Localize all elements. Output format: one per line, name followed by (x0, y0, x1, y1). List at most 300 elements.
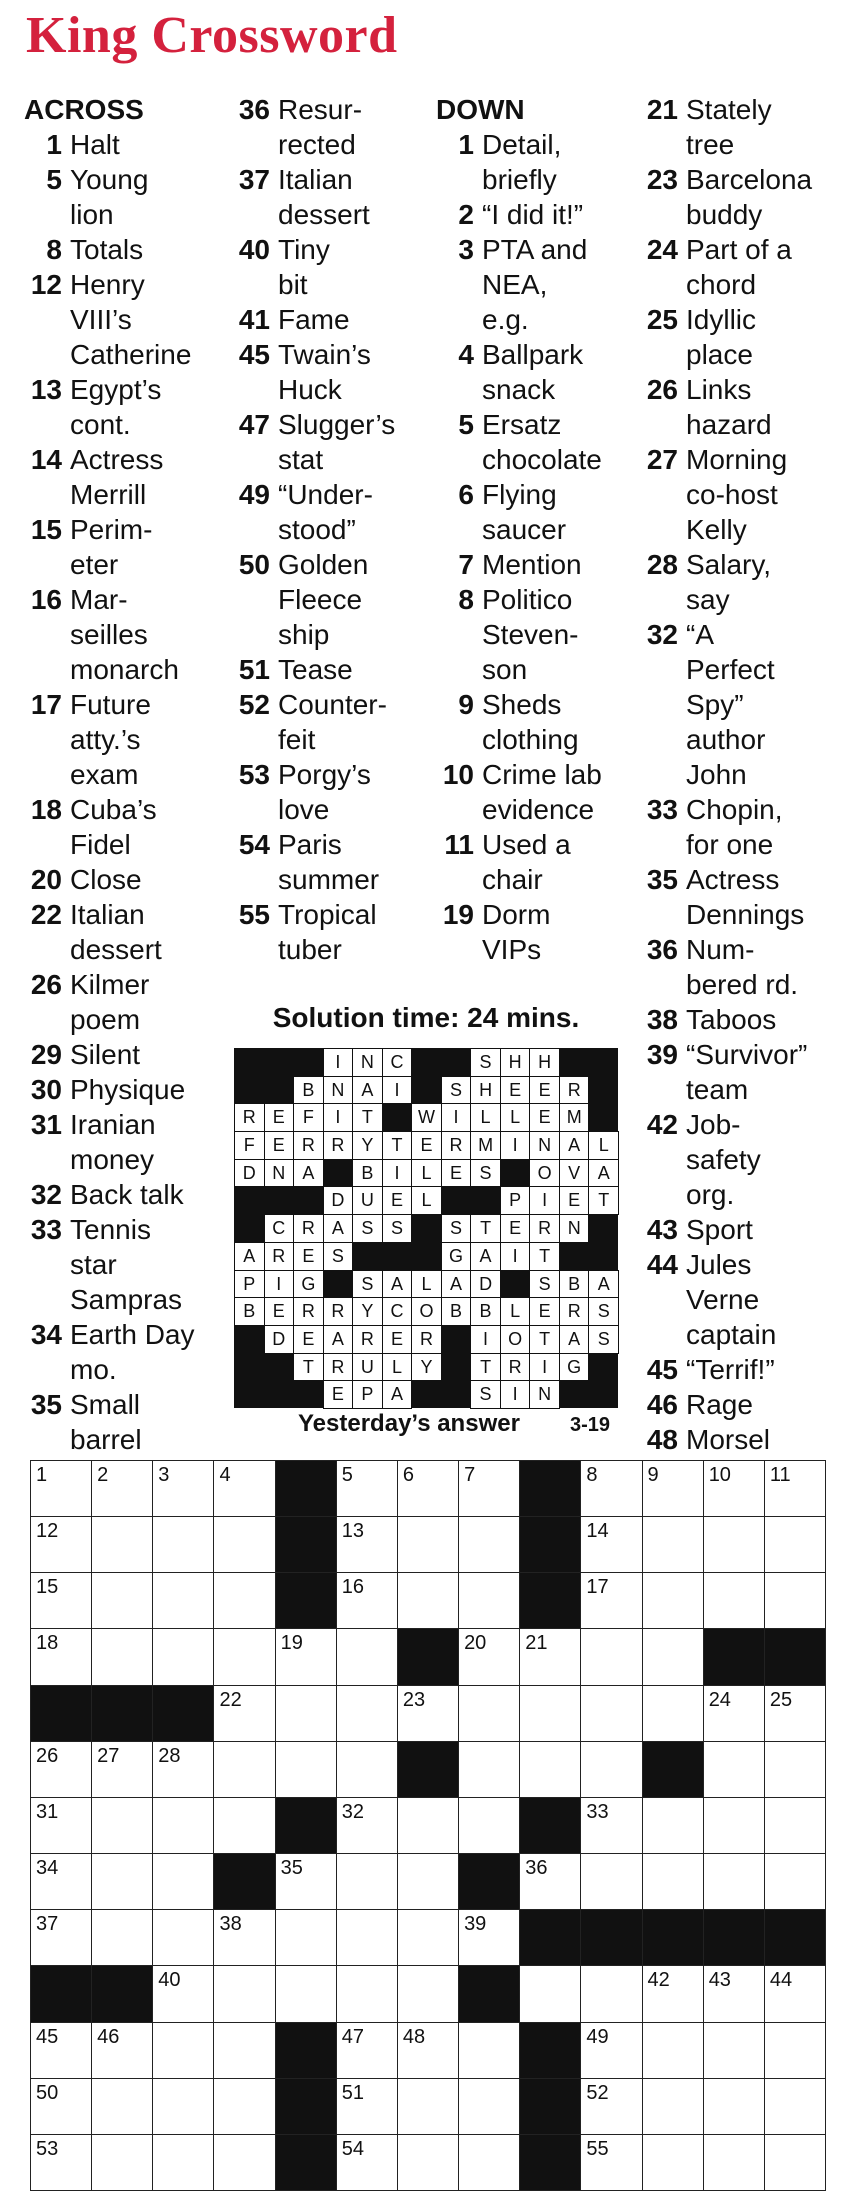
cell-number: 31 (36, 1800, 59, 1823)
grid-cell[interactable] (642, 1628, 705, 1686)
solution-cell: P (234, 1270, 265, 1299)
clue-text (482, 687, 642, 757)
clue (640, 617, 846, 792)
clue (436, 407, 642, 477)
black-square (764, 1909, 827, 1967)
cell-number: 54 (341, 2137, 365, 2160)
grid-cell[interactable] (397, 2022, 460, 2080)
clue-text (70, 442, 230, 512)
grid-cell[interactable] (764, 2078, 827, 2136)
grid-cell[interactable] (91, 2134, 154, 2192)
black-square (519, 1797, 582, 1855)
cell-number: 20 (464, 1632, 487, 1655)
clue-text (70, 687, 230, 792)
clue (24, 1212, 230, 1317)
grid-cell[interactable] (642, 1572, 705, 1630)
grid-cell[interactable] (30, 2134, 93, 2192)
grid-cell[interactable] (397, 1516, 460, 1574)
grid-cell[interactable] (642, 1797, 705, 1855)
solution-cell: R (323, 1131, 354, 1160)
cell-number: 32 (341, 1800, 365, 1823)
solution-cell: H (470, 1076, 501, 1105)
grid-cell[interactable] (703, 2022, 766, 2080)
grid-cell[interactable] (152, 1516, 215, 1574)
grid-cell[interactable] (152, 1741, 215, 1799)
clue-number: 28 (646, 549, 678, 580)
grid-cell[interactable] (397, 1909, 460, 1967)
grid-cell[interactable] (213, 1628, 276, 1686)
grid-cell[interactable] (703, 1572, 766, 1630)
clue-number: 44 (646, 1249, 678, 1280)
solution-cell: E (264, 1297, 295, 1326)
grid-cell[interactable] (30, 1909, 93, 1967)
cell-number: 40 (158, 1969, 181, 1992)
grid-cell[interactable] (397, 2134, 460, 2192)
grid-cell[interactable] (152, 1572, 215, 1630)
clue-number: 30 (30, 1074, 62, 1105)
clue-text (686, 1352, 846, 1387)
solution-cell: R (559, 1297, 590, 1326)
grid-cell[interactable] (152, 1965, 215, 2023)
grid-cell[interactable] (336, 2134, 399, 2192)
clue-number: 50 (238, 549, 270, 580)
clue-text (278, 652, 438, 687)
grid-cell[interactable] (275, 1853, 338, 1911)
grid-cell[interactable] (30, 1853, 93, 1911)
grid-cell[interactable] (764, 2022, 827, 2080)
grid-cell[interactable] (642, 2134, 705, 2192)
solution-cell: D (234, 1159, 265, 1188)
grid-cell[interactable] (642, 2022, 705, 2080)
solution-cell: S (352, 1270, 383, 1299)
grid-cell[interactable] (336, 1516, 399, 1574)
solution-cell: U (352, 1353, 383, 1382)
clue (640, 1247, 846, 1352)
solution-cell: N (529, 1380, 560, 1409)
clue-text-line: Used a (482, 829, 571, 860)
grid-cell[interactable] (580, 1628, 643, 1686)
grid-cell[interactable] (213, 1741, 276, 1799)
grid-cell[interactable] (336, 1685, 399, 1743)
grid-cell[interactable] (213, 2022, 276, 2080)
grid-cell[interactable] (30, 1572, 93, 1630)
clue-number: 1 (458, 129, 474, 160)
grid-cell[interactable] (519, 1965, 582, 2023)
clue (640, 1387, 846, 1422)
grid-cell[interactable] (91, 2022, 154, 2080)
grid-cell[interactable] (642, 1685, 705, 1743)
solution-cell: L (500, 1103, 531, 1132)
grid-cell[interactable] (213, 1909, 276, 1967)
grid-cell[interactable] (152, 2022, 215, 2080)
grid-cell[interactable] (764, 1797, 827, 1855)
solution-cell: A (382, 1380, 413, 1409)
clue-text-line: tree (686, 129, 735, 160)
clue-number: 5 (458, 409, 474, 440)
clue-text-line: Jules (686, 1249, 752, 1280)
cell-number: 39 (464, 1913, 487, 1936)
grid-cell[interactable] (458, 1628, 521, 1686)
grid-cell[interactable] (458, 1909, 521, 1967)
grid-cell[interactable] (642, 2078, 705, 2136)
solution-cell: N (559, 1214, 590, 1243)
grid-cell[interactable] (580, 1460, 643, 1518)
grid-cell[interactable] (458, 1685, 521, 1743)
grid-cell[interactable] (642, 1853, 705, 1911)
black-square (275, 2022, 338, 2080)
grid-cell[interactable] (336, 1909, 399, 1967)
grid-cell[interactable] (213, 1797, 276, 1855)
clue-text (70, 127, 230, 162)
clue-text-line: co-host (686, 479, 778, 510)
grid-cell[interactable] (764, 1572, 827, 1630)
clue-text (686, 372, 846, 442)
clue-number: 42 (646, 1109, 678, 1140)
clue-number: 31 (30, 1109, 62, 1140)
clue-text (70, 792, 230, 862)
solution-cell: T (529, 1242, 560, 1271)
solution-cell: S (470, 1380, 501, 1409)
solution-cell: L (411, 1270, 442, 1299)
clue-text-line: Detail, (482, 129, 562, 160)
grid-cell[interactable] (152, 1797, 215, 1855)
clue-text-line: Silent (70, 1039, 141, 1070)
grid-cell[interactable] (397, 1460, 460, 1518)
clue (232, 757, 438, 827)
grid-cell[interactable] (642, 1965, 705, 2023)
solution-cell: A (559, 1325, 590, 1354)
grid-cell[interactable] (336, 1460, 399, 1518)
clue-text-line: Halt (70, 129, 120, 160)
grid-cell[interactable] (152, 2134, 215, 2192)
clue (24, 967, 230, 1037)
grid-cell[interactable] (213, 1685, 276, 1743)
clue-text-line: Young (70, 164, 149, 195)
grid-cell[interactable] (580, 2022, 643, 2080)
grid-cell[interactable] (397, 1572, 460, 1630)
grid-cell[interactable] (30, 1797, 93, 1855)
grid-cell[interactable] (703, 2078, 766, 2136)
grid-cell[interactable] (30, 1460, 93, 1518)
grid-cell[interactable] (580, 1572, 643, 1630)
grid-cell[interactable] (152, 2078, 215, 2136)
solution-cell: L (470, 1103, 501, 1132)
grid-cell[interactable] (30, 1741, 93, 1799)
grid-cell[interactable] (703, 1797, 766, 1855)
solution-cell: T (529, 1325, 560, 1354)
grid-cell[interactable] (519, 1853, 582, 1911)
clue-number: 21 (646, 94, 678, 125)
grid-cell[interactable] (91, 1797, 154, 1855)
clue-text (70, 267, 230, 372)
grid-cell[interactable] (458, 1516, 521, 1574)
grid-cell[interactable] (764, 1741, 827, 1799)
grid-cell[interactable] (764, 1853, 827, 1911)
clue (640, 792, 846, 862)
grid-cell[interactable] (91, 1853, 154, 1911)
clue-number: 49 (238, 479, 270, 510)
clue-text (70, 1037, 230, 1072)
cell-number: 42 (647, 1969, 670, 1992)
clue-text-line: Kelly (686, 514, 747, 545)
grid-cell[interactable] (336, 1741, 399, 1799)
clue (232, 162, 438, 232)
grid-cell[interactable] (397, 1685, 460, 1743)
grid-cell[interactable] (275, 1685, 338, 1743)
clue-text (70, 162, 230, 232)
grid-cell[interactable] (703, 1853, 766, 1911)
clue-text (278, 407, 438, 477)
grid-cell[interactable] (30, 1628, 93, 1686)
clue-text-line: Mention (482, 549, 582, 580)
down-heading: DOWN (436, 94, 525, 125)
clue-text-line: Resur- (278, 94, 363, 125)
crossword-grid (30, 1460, 825, 2190)
grid-cell[interactable] (519, 1685, 582, 1743)
clue-text-line: Chopin, (686, 794, 783, 825)
clue-number: 55 (238, 899, 270, 930)
clue-text-line: Small (70, 1389, 141, 1420)
black-square (275, 1572, 338, 1630)
puzzle-date: 3-19 (570, 1414, 611, 1436)
solution-cell: M (470, 1131, 501, 1160)
grid-cell[interactable] (580, 1797, 643, 1855)
grid-cell[interactable] (703, 1460, 766, 1518)
clue-text-line: Iranian (70, 1109, 156, 1140)
grid-cell[interactable] (458, 2078, 521, 2136)
grid-cell[interactable] (336, 1572, 399, 1630)
clue-number: 22 (30, 899, 62, 930)
grid-cell[interactable] (703, 1516, 766, 1574)
solution-cell: E (293, 1325, 324, 1354)
grid-cell[interactable] (152, 1853, 215, 1911)
solution-cell: F (234, 1131, 265, 1160)
clue-text-line: Stately (686, 94, 772, 125)
clue-text-line: for one (686, 829, 774, 860)
grid-cell[interactable] (580, 1516, 643, 1574)
clue (640, 1212, 846, 1247)
grid-cell[interactable] (458, 2134, 521, 2192)
clue-text-line: Fidel (70, 829, 131, 860)
grid-cell[interactable] (764, 2134, 827, 2192)
clue-text-line: Perfect (686, 654, 775, 685)
cell-number: 24 (708, 1688, 731, 1711)
clue-number: 45 (646, 1354, 678, 1385)
grid-cell[interactable] (519, 1628, 582, 1686)
grid-cell[interactable] (336, 1853, 399, 1911)
clue-text-line: Twain’s (278, 339, 371, 370)
grid-cell[interactable] (213, 2134, 276, 2192)
clue-number: 52 (238, 689, 270, 720)
solution-cell: I (382, 1159, 413, 1188)
grid-cell[interactable] (30, 2078, 93, 2136)
grid-cell[interactable] (764, 1516, 827, 1574)
black-square (275, 2134, 338, 2192)
solution-cell: S (470, 1048, 501, 1077)
clue (640, 372, 846, 442)
grid-cell[interactable] (458, 1572, 521, 1630)
grid-cell[interactable] (458, 1460, 521, 1518)
grid-cell[interactable] (275, 1628, 338, 1686)
grid-cell[interactable] (580, 1741, 643, 1799)
grid-cell[interactable] (213, 2078, 276, 2136)
clue (640, 442, 846, 547)
grid-cell[interactable] (275, 1909, 338, 1967)
clue-text-line: Crime lab (482, 759, 602, 790)
grid-cell[interactable] (703, 1685, 766, 1743)
grid-cell[interactable] (703, 2134, 766, 2192)
grid-cell[interactable] (458, 1797, 521, 1855)
clue-text-line: e.g. (482, 304, 529, 335)
solution-cell: D (470, 1270, 501, 1299)
clue (640, 862, 846, 932)
grid-cell[interactable] (336, 2022, 399, 2080)
clue-number: 14 (30, 444, 62, 475)
page-title: King Crossword (26, 7, 398, 64)
cell-number: 6 (402, 1464, 415, 1486)
clue-text-line: VIII’s (70, 304, 132, 335)
grid-cell[interactable] (336, 1965, 399, 2023)
clue-text-line: Italian (278, 164, 353, 195)
clue-text-line: Steven- (482, 619, 579, 650)
solution-cell: R (293, 1214, 324, 1243)
clue-number: 33 (30, 1214, 62, 1245)
clue (24, 582, 230, 687)
clue-text (70, 1212, 230, 1317)
clue-text-line: Dennings (686, 899, 805, 930)
cell-number: 47 (341, 2025, 365, 2048)
clue-number: 23 (646, 164, 678, 195)
grid-cell[interactable] (580, 2078, 643, 2136)
grid-cell[interactable] (397, 1797, 460, 1855)
grid-cell[interactable] (91, 1460, 154, 1518)
solution-cell: B (470, 1297, 501, 1326)
solution-cell: A (293, 1159, 324, 1188)
clue-text-line: Actress (70, 444, 164, 475)
grid-cell[interactable] (336, 1628, 399, 1686)
grid-cell[interactable] (458, 1741, 521, 1799)
grid-cell[interactable] (30, 2022, 93, 2080)
solution-cell: B (559, 1270, 590, 1299)
clue (24, 512, 230, 582)
clue-number: 12 (30, 269, 62, 300)
clue-text-line: “Terrif!” (686, 1354, 775, 1385)
black-square (642, 1909, 705, 1967)
solution-cell: R (352, 1325, 383, 1354)
solution-cell: L (500, 1297, 531, 1326)
black-square (397, 1741, 460, 1799)
clue-text (686, 932, 846, 1002)
clue-text-line: snack (482, 374, 556, 405)
grid-cell[interactable] (275, 1741, 338, 1799)
clue-number: 29 (30, 1039, 62, 1070)
grid-cell[interactable] (764, 1685, 827, 1743)
grid-cell[interactable] (213, 1516, 276, 1574)
grid-cell[interactable] (458, 2022, 521, 2080)
grid-cell[interactable] (580, 2134, 643, 2192)
grid-cell[interactable] (580, 1853, 643, 1911)
clue-text-line: Counter- (278, 689, 387, 720)
clue-text (70, 512, 230, 582)
grid-cell[interactable] (91, 1628, 154, 1686)
grid-cell[interactable] (152, 1460, 215, 1518)
solution-cell: A (441, 1270, 472, 1299)
grid-cell[interactable] (275, 1965, 338, 2023)
solution-cell: S (470, 1159, 501, 1188)
clue-text-line: chair (482, 864, 543, 895)
grid-cell[interactable] (764, 1965, 827, 2023)
grid-cell[interactable] (336, 1797, 399, 1855)
solution-cell: A (352, 1076, 383, 1105)
black-square (519, 1516, 582, 1574)
clue-text-line: Sport (686, 1214, 753, 1245)
grid-cell[interactable] (152, 1909, 215, 1967)
grid-cell[interactable] (397, 2078, 460, 2136)
grid-cell[interactable] (213, 1965, 276, 2023)
clue-text-line: Morsel (686, 1424, 771, 1455)
clue-text-line: Links (686, 374, 752, 405)
clue-text (70, 1387, 230, 1457)
solution-cell: O (529, 1159, 560, 1188)
clue-text (70, 372, 230, 442)
grid-cell[interactable] (580, 1685, 643, 1743)
grid-cell[interactable] (91, 1516, 154, 1574)
grid-cell[interactable] (642, 1516, 705, 1574)
grid-cell[interactable] (397, 1965, 460, 2023)
clue (232, 302, 438, 337)
grid-cell[interactable] (91, 1909, 154, 1967)
grid-cell[interactable] (213, 1460, 276, 1518)
clue-text-line: safety (686, 1144, 761, 1175)
clue-number: 41 (238, 304, 270, 335)
grid-cell[interactable] (519, 1741, 582, 1799)
grid-cell[interactable] (703, 1965, 766, 2023)
clue-text-line: son (482, 654, 528, 685)
clue (640, 1352, 846, 1387)
clue (232, 92, 438, 162)
clue-text (482, 197, 642, 232)
clue-number: 17 (30, 689, 62, 720)
solution-cell: E (293, 1242, 324, 1271)
clue-text (70, 1317, 230, 1387)
clue (436, 232, 642, 337)
clue (436, 827, 642, 897)
grid-cell[interactable] (397, 1853, 460, 1911)
clue (436, 687, 642, 757)
grid-cell[interactable] (703, 1741, 766, 1799)
grid-cell[interactable] (152, 1628, 215, 1686)
clue-number: 15 (30, 514, 62, 545)
clue-text-line: money (70, 1144, 155, 1175)
grid-cell[interactable] (91, 2078, 154, 2136)
clue-text-line: briefly (482, 164, 557, 195)
grid-cell[interactable] (30, 1516, 93, 1574)
grid-cell[interactable] (580, 1965, 643, 2023)
clue-text (482, 757, 642, 827)
clue-text (278, 232, 438, 302)
clue-text-line: Henry (70, 269, 145, 300)
grid-cell[interactable] (642, 1460, 705, 1518)
grid-cell[interactable] (764, 1460, 827, 1518)
grid-cell[interactable] (91, 1741, 154, 1799)
solution-cell: C (382, 1297, 413, 1326)
clue-text-line: NEA, (482, 269, 548, 300)
black-square (275, 1516, 338, 1574)
grid-cell[interactable] (213, 1572, 276, 1630)
grid-cell[interactable] (91, 1572, 154, 1630)
grid-cell[interactable] (336, 2078, 399, 2136)
clue-text (278, 337, 438, 407)
